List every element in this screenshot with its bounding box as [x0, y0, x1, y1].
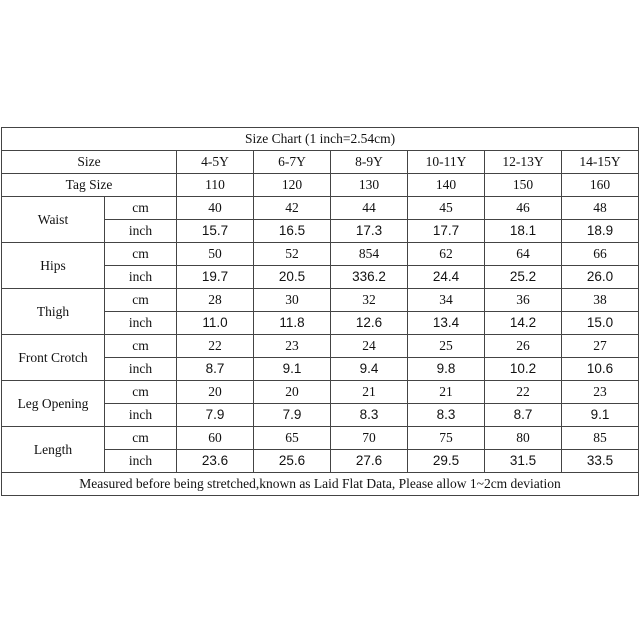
front-crotch-inch-value: 10.6 [562, 358, 639, 381]
unit-label-cm: cm [105, 197, 177, 220]
waist-cm-value: 46 [485, 197, 562, 220]
waist-cm-value: 45 [408, 197, 485, 220]
hips-inch-value: 336.2 [331, 266, 408, 289]
length-cm-value: 65 [254, 427, 331, 450]
front-crotch-inch-value: 9.1 [254, 358, 331, 381]
measurement-row-front-crotch-cm [2, 335, 639, 358]
thigh-inch-value: 11.0 [177, 312, 254, 335]
leg-opening-inch-value: 8.7 [485, 404, 562, 427]
length-inch-value: 33.5 [562, 450, 639, 473]
leg-opening-cm-value: 21 [408, 381, 485, 404]
front-crotch-cm-value: 22 [177, 335, 254, 358]
length-cm-value: 85 [562, 427, 639, 450]
length-inch-value: 27.6 [331, 450, 408, 473]
size-chart-container [1, 127, 638, 496]
measurement-name-front-crotch: Front Crotch [2, 335, 105, 381]
measurement-name-waist: Waist [2, 197, 105, 243]
length-inch-value: 31.5 [485, 450, 562, 473]
thigh-inch-value: 12.6 [331, 312, 408, 335]
leg-opening-cm-value: 22 [485, 381, 562, 404]
length-cm-value: 80 [485, 427, 562, 450]
leg-opening-cm-value: 23 [562, 381, 639, 404]
unit-label-inch: inch [105, 404, 177, 427]
measurement-row-thigh-cm [2, 289, 639, 312]
size-column-header: 8-9Y [331, 151, 408, 174]
measurement-name-hips: Hips [2, 243, 105, 289]
length-inch-value: 25.6 [254, 450, 331, 473]
title-row [2, 128, 639, 151]
waist-inch-value: 17.3 [331, 220, 408, 243]
measurement-name-thigh: Thigh [2, 289, 105, 335]
length-cm-value: 60 [177, 427, 254, 450]
length-inch-value: 23.6 [177, 450, 254, 473]
measurement-row-waist-cm [2, 197, 639, 220]
leg-opening-inch-value: 8.3 [408, 404, 485, 427]
hips-cm-value: 50 [177, 243, 254, 266]
hips-inch-value: 26.0 [562, 266, 639, 289]
hips-inch-value: 20.5 [254, 266, 331, 289]
front-crotch-inch-value: 9.8 [408, 358, 485, 381]
leg-opening-inch-value: 9.1 [562, 404, 639, 427]
unit-label-cm: cm [105, 427, 177, 450]
size-label: Size [2, 151, 177, 174]
thigh-cm-value: 30 [254, 289, 331, 312]
footnote: Measured before being stretched,known as Laid Flat Data, Please allow 1~2cm deviation [2, 473, 639, 496]
waist-cm-value: 44 [331, 197, 408, 220]
length-cm-value: 75 [408, 427, 485, 450]
unit-label-inch: inch [105, 450, 177, 473]
waist-inch-value: 18.1 [485, 220, 562, 243]
footnote-row [2, 473, 639, 496]
leg-opening-cm-value: 20 [254, 381, 331, 404]
length-inch-value: 29.5 [408, 450, 485, 473]
size-column-header: 6-7Y [254, 151, 331, 174]
measurement-row-hips-cm [2, 243, 639, 266]
unit-label-inch: inch [105, 312, 177, 335]
unit-label-cm: cm [105, 381, 177, 404]
tag-size-value: 110 [177, 174, 254, 197]
thigh-inch-value: 14.2 [485, 312, 562, 335]
tag-size-value: 140 [408, 174, 485, 197]
unit-label-cm: cm [105, 243, 177, 266]
hips-inch-value: 24.4 [408, 266, 485, 289]
size-column-header: 12-13Y [485, 151, 562, 174]
tag-size-value: 160 [562, 174, 639, 197]
front-crotch-cm-value: 24 [331, 335, 408, 358]
measurement-name-length: Length [2, 427, 105, 473]
waist-inch-value: 15.7 [177, 220, 254, 243]
thigh-cm-value: 28 [177, 289, 254, 312]
thigh-inch-value: 11.8 [254, 312, 331, 335]
size-chart-table [1, 127, 639, 496]
tag-size-value: 130 [331, 174, 408, 197]
unit-label-inch: inch [105, 266, 177, 289]
waist-inch-value: 17.7 [408, 220, 485, 243]
measurement-row-leg-opening-cm [2, 381, 639, 404]
front-crotch-cm-value: 27 [562, 335, 639, 358]
waist-cm-value: 42 [254, 197, 331, 220]
unit-label-cm: cm [105, 289, 177, 312]
hips-cm-value: 66 [562, 243, 639, 266]
leg-opening-inch-value: 8.3 [331, 404, 408, 427]
thigh-cm-value: 36 [485, 289, 562, 312]
waist-cm-value: 48 [562, 197, 639, 220]
front-crotch-cm-value: 26 [485, 335, 562, 358]
front-crotch-inch-value: 9.4 [331, 358, 408, 381]
tag-size-value: 120 [254, 174, 331, 197]
size-column-header: 10-11Y [408, 151, 485, 174]
leg-opening-cm-value: 20 [177, 381, 254, 404]
unit-label-inch: inch [105, 358, 177, 381]
leg-opening-inch-value: 7.9 [254, 404, 331, 427]
thigh-cm-value: 32 [331, 289, 408, 312]
front-crotch-inch-value: 8.7 [177, 358, 254, 381]
size-header-row [2, 151, 639, 174]
leg-opening-inch-value: 7.9 [177, 404, 254, 427]
hips-cm-value: 64 [485, 243, 562, 266]
thigh-cm-value: 38 [562, 289, 639, 312]
leg-opening-cm-value: 21 [331, 381, 408, 404]
tag-size-row [2, 174, 639, 197]
chart-title: Size Chart (1 inch=2.54cm) [2, 128, 639, 151]
front-crotch-inch-value: 10.2 [485, 358, 562, 381]
length-cm-value: 70 [331, 427, 408, 450]
waist-inch-value: 16.5 [254, 220, 331, 243]
unit-label-cm: cm [105, 335, 177, 358]
tag-size-value: 150 [485, 174, 562, 197]
hips-cm-value: 52 [254, 243, 331, 266]
thigh-inch-value: 15.0 [562, 312, 639, 335]
thigh-inch-value: 13.4 [408, 312, 485, 335]
measurement-name-leg-opening: Leg Opening [2, 381, 105, 427]
hips-inch-value: 19.7 [177, 266, 254, 289]
waist-inch-value: 18.9 [562, 220, 639, 243]
size-column-header: 14-15Y [562, 151, 639, 174]
hips-cm-value: 62 [408, 243, 485, 266]
size-column-header: 4-5Y [177, 151, 254, 174]
tag-size-label: Tag Size [2, 174, 177, 197]
hips-cm-value: 854 [331, 243, 408, 266]
hips-inch-value: 25.2 [485, 266, 562, 289]
unit-label-inch: inch [105, 220, 177, 243]
waist-cm-value: 40 [177, 197, 254, 220]
front-crotch-cm-value: 25 [408, 335, 485, 358]
thigh-cm-value: 34 [408, 289, 485, 312]
measurement-row-length-cm [2, 427, 639, 450]
front-crotch-cm-value: 23 [254, 335, 331, 358]
